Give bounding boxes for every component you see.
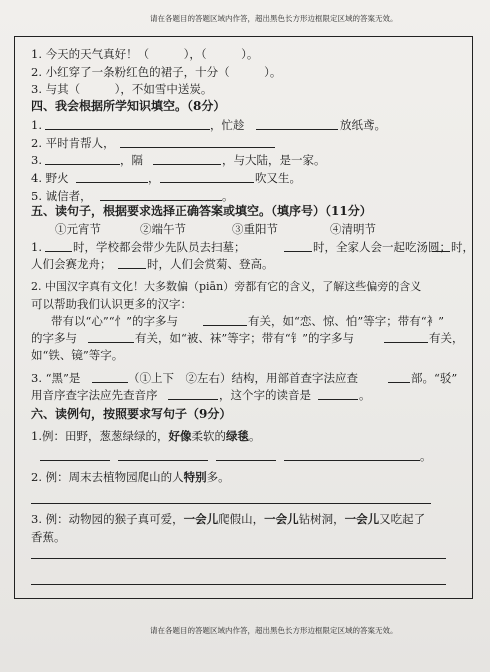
footer-note: 请在各题目的答题区域内作答，超出黑色长方形边框限定区域的答案无效。 xyxy=(150,626,398,635)
s6-ex1-bold2: 绿毯 xyxy=(225,429,249,443)
s5-q1-line2b: 时，人们会赏菊、登高。 xyxy=(147,257,274,271)
s5-blank-3a[interactable] xyxy=(92,382,128,383)
s4-line5-end: 。 xyxy=(222,189,234,203)
s4-line3-end: ，与大陆，是一家。 xyxy=(222,153,326,167)
s5-q2-line5: 如“铁、镜”等字。 xyxy=(31,348,124,362)
s4-line5-pre: 5. 诚信者， xyxy=(31,189,92,203)
s5-q3-line2c: 。 xyxy=(359,388,371,402)
s3-q1: 1. 今天的天气真好！（ ），（ ）。 xyxy=(31,47,259,61)
s5-blank-2b[interactable] xyxy=(88,342,134,343)
s6-ex2-post: 多。 xyxy=(206,470,230,484)
s5-q1-text2: 时，全家人会一起吃汤圆； xyxy=(313,240,451,254)
s5-q2-line3a: 带有以“心”“忄”的字多与 xyxy=(51,314,179,328)
s5-q2-line3b: 有关，如“恋、惊、怕”等字；带有“衤” xyxy=(248,314,445,328)
s6-blank-1a[interactable] xyxy=(40,460,110,461)
s5-blank-3b[interactable] xyxy=(388,382,410,383)
s4-line4-comma: ， xyxy=(148,171,160,185)
s5-q1-line2: 人们会赛龙舟； xyxy=(31,257,112,271)
s4-line1-num: 1. xyxy=(31,118,42,132)
s5-option-2: ②端午节 xyxy=(140,222,186,236)
s5-q3-line2b: ，这个字的读音是 xyxy=(219,388,311,402)
s6-ex3-pre: 3. 例：动物园的猴子真可爱， xyxy=(31,512,184,526)
s6-blank-1d[interactable] xyxy=(284,460,420,461)
s4-line1-end: 放纸鸢。 xyxy=(340,118,386,132)
s5-q3-line2a: 用音序查字法应先查音序 xyxy=(31,388,158,402)
s6-ex3-mark1: 一会儿 xyxy=(183,512,219,526)
s6-ex1-answer-end: 。 xyxy=(420,449,432,463)
s4-line4-end: 吹又生。 xyxy=(255,171,301,185)
s4-blank-1b[interactable] xyxy=(256,129,338,130)
s5-option-4: ④清明节 xyxy=(330,222,376,236)
s4-line3-num: 3. xyxy=(31,153,42,167)
s5-q2-line4a: 的字多与 xyxy=(31,331,77,345)
section4-title: 四、我会根据所学知识填空。（8分） xyxy=(31,99,226,113)
s3-q3: 3. 与其（ ），不如雪中送炭。 xyxy=(31,82,213,96)
s4-line2: 2. 平时肯帮人， xyxy=(31,136,115,150)
s5-q3-line1a: 3. “黑”是 xyxy=(31,371,81,385)
s4-blank-3b[interactable] xyxy=(153,164,221,165)
s5-blank-2a[interactable] xyxy=(203,325,247,326)
s4-blank-2[interactable] xyxy=(120,147,275,148)
s5-q2-line4c: 有关， xyxy=(429,331,464,345)
s5-q2-line4b: 有关，如“被、袜”等字；带有“钅”的字多与 xyxy=(135,331,355,345)
s3-q2: 2. 小红穿了一条粉红色的裙子，十分（ ）。 xyxy=(31,65,282,79)
s6-blank-2[interactable] xyxy=(31,503,431,504)
s4-line1-mid: ，忙趁 xyxy=(210,118,245,132)
s6-ex1-mid: 柔软的 xyxy=(191,429,226,443)
section6-title: 六、读例句，按照要求写句子（9分） xyxy=(31,407,232,421)
s4-line3-mid: ，隔 xyxy=(120,153,143,167)
s4-blank-5[interactable] xyxy=(100,200,222,201)
s5-blank-1c[interactable] xyxy=(432,251,450,252)
s6-ex2 xyxy=(31,470,230,484)
s5-q2-line2: 可以帮助我们认识更多的汉字： xyxy=(31,297,192,311)
s5-blank-1b[interactable] xyxy=(284,251,312,252)
s6-ex2-pre: 2. 例：周末去植物园爬山的人 xyxy=(31,470,184,484)
section5-title: 五、读句子，根据要求选择正确答案或填空。（填序号）（11分） xyxy=(31,204,372,218)
s4-blank-4a[interactable] xyxy=(76,182,148,183)
s5-q3-line1c: 部。“驳” xyxy=(411,371,458,385)
s6-ex3 xyxy=(31,512,425,526)
s4-blank-4b[interactable] xyxy=(160,182,254,183)
s5-blank-3c[interactable] xyxy=(168,399,218,400)
s5-blank-2c[interactable] xyxy=(384,342,428,343)
s5-q1-text3: 时， xyxy=(451,240,474,254)
s6-ex1 xyxy=(31,429,260,443)
s6-ex3-line2: 香蕉。 xyxy=(31,530,66,544)
s5-blank-3d[interactable] xyxy=(318,399,358,400)
s6-ex1-pre: 1.例：田野，葱葱绿绿的， xyxy=(31,429,169,443)
s5-q3-line1b: （①上下 ②左右）结构，用部首查字法应查 xyxy=(128,371,358,385)
s5-option-1: ①元宵节 xyxy=(55,222,101,236)
s6-ex1-post: 。 xyxy=(248,429,261,443)
s5-q2-line1: 2. 中国汉字真有文化！大多数偏（piān）旁都有它的含义，了解这些偏旁的含义 xyxy=(31,280,422,293)
s4-blank-3a[interactable] xyxy=(45,164,120,165)
s6-blank-1c[interactable] xyxy=(216,460,276,461)
s4-line4-pre: 4. 野火 xyxy=(31,171,69,185)
s6-ex3-text2: 钻树洞， xyxy=(298,512,345,526)
s6-ex3-mark2: 一会儿 xyxy=(264,512,299,526)
s6-blank-3b[interactable] xyxy=(31,584,446,585)
s6-ex3-text1: 爬假山， xyxy=(218,512,265,526)
header-note: 请在各题目的答题区域内作答，超出黑色长方形边框限定区域的答案无效。 xyxy=(150,14,398,23)
s5-blank-1a[interactable] xyxy=(45,251,72,252)
s6-ex1-bold: 好像 xyxy=(168,429,192,443)
s6-ex3-text3: 又吃起了 xyxy=(379,512,426,526)
s5-q1-text1: 时，学校都会带少先队员去扫墓； xyxy=(73,240,246,254)
s6-ex2-bold: 特别 xyxy=(183,470,207,484)
s5-option-3: ③重阳节 xyxy=(232,222,278,236)
s6-blank-3a[interactable] xyxy=(31,558,446,559)
s6-ex3-mark3: 一会儿 xyxy=(344,512,380,526)
s6-blank-1b[interactable] xyxy=(118,460,208,461)
s4-blank-1a[interactable] xyxy=(45,129,210,130)
s5-blank-1d[interactable] xyxy=(118,268,146,269)
s5-q1-num: 1. xyxy=(31,240,42,254)
